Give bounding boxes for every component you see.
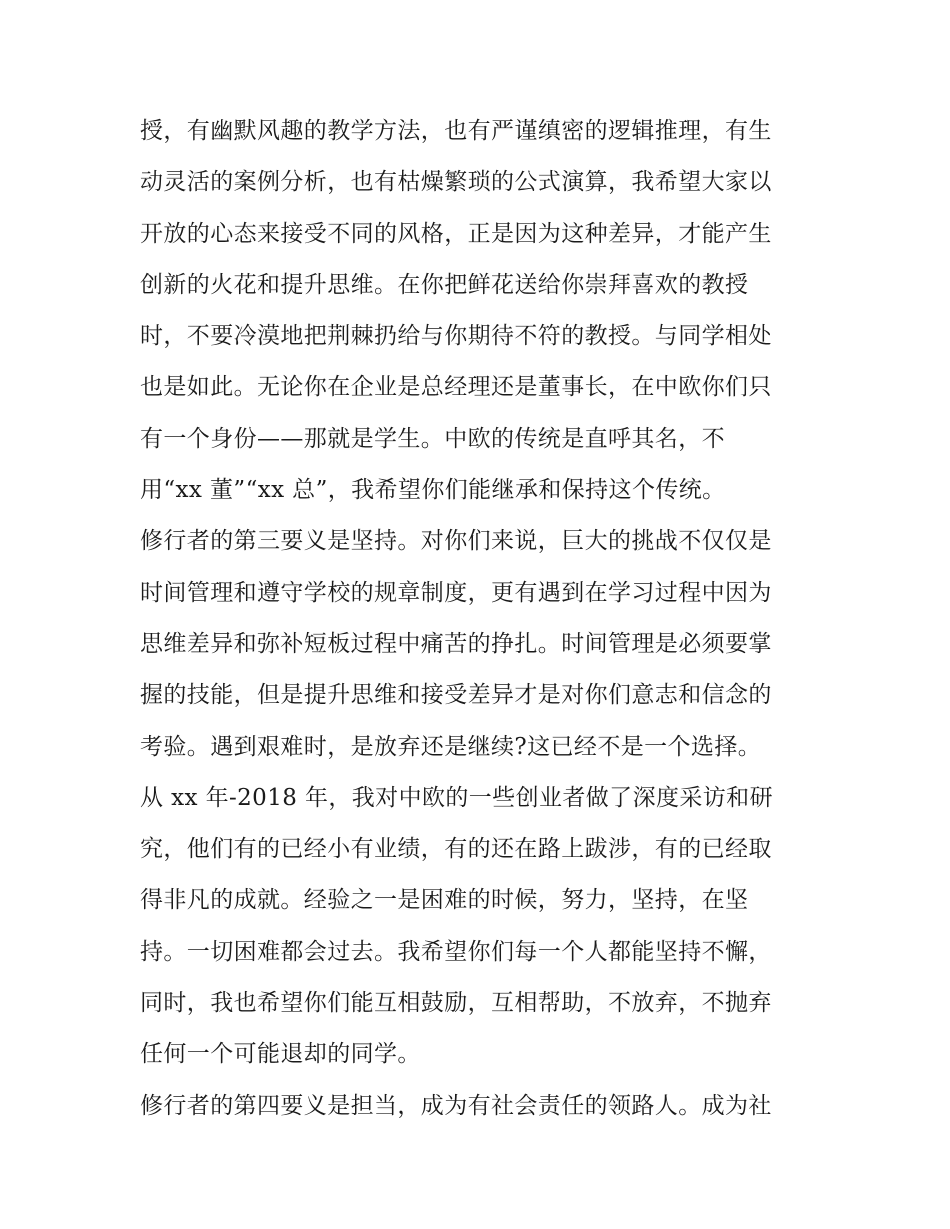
text-line: 思维差异和弥补短板过程中痛苦的挣扎。时间管理是必须要掌: [140, 630, 772, 657]
text-line: 动灵活的案例分析，也有枯燥繁琐的公式演算，我希望大家以: [140, 169, 772, 196]
text-line: 有一个身份——那就是学生。中欧的传统是直呼其名，不: [140, 425, 725, 452]
text-line: 得非凡的成就。经验之一是困难的时候，努力，坚持，在坚: [140, 887, 749, 914]
text-line: 时间管理和遵守学校的规章制度，更有遇到在学习过程中因为: [140, 579, 772, 606]
text-line: 究，他们有的已经小有业绩，有的还在路上跋涉，有的已经取: [140, 836, 772, 863]
text-line: 修行者的第四要义是担当，成为有社会责任的领路人。成为社: [140, 1092, 772, 1119]
text-line: 也是如此。无论你在企业是总经理还是董事长，在中欧你们只: [140, 374, 772, 401]
text-line: 开放的心态来接受不同的风格，正是因为这种差异，才能产生: [140, 220, 772, 247]
text-line: 从 xx 年-2018 年，我对中欧的一些创业者做了深度采访和研: [140, 784, 773, 811]
text-line: 时，不要冷漠地把荆棘扔给与你期待不符的教授。与同学相处: [140, 323, 772, 350]
text-line: 修行者的第三要义是坚持。对你们来说，巨大的挑战不仅仅是: [140, 528, 772, 555]
text-line: 任何一个可能退却的同学。: [140, 1041, 421, 1068]
text-line: 用“xx 董”“xx 总”，我希望你们能继承和保持这个传统。: [140, 477, 726, 504]
text-line: 持。一切困难都会过去。我希望你们每一个人都能坚持不懈，: [140, 938, 772, 965]
text-line: 授，有幽默风趣的教学方法，也有严谨缜密的逻辑推理，有生: [140, 118, 772, 144]
text-line: 握的技能，但是提升思维和接受差异才是对你们意志和信念的: [140, 682, 772, 709]
text-line: 创新的火花和提升思维。在你把鲜花送给你崇拜喜欢的教授: [140, 271, 749, 298]
text-line: 考验。遇到艰难时，是放弃还是继续?这已经不是一个选择。: [140, 733, 762, 760]
body-text: [140, 106, 820, 1132]
text-line: 同时，我也希望你们能互相鼓励，互相帮助，不放弃，不抛弃: [140, 990, 772, 1017]
